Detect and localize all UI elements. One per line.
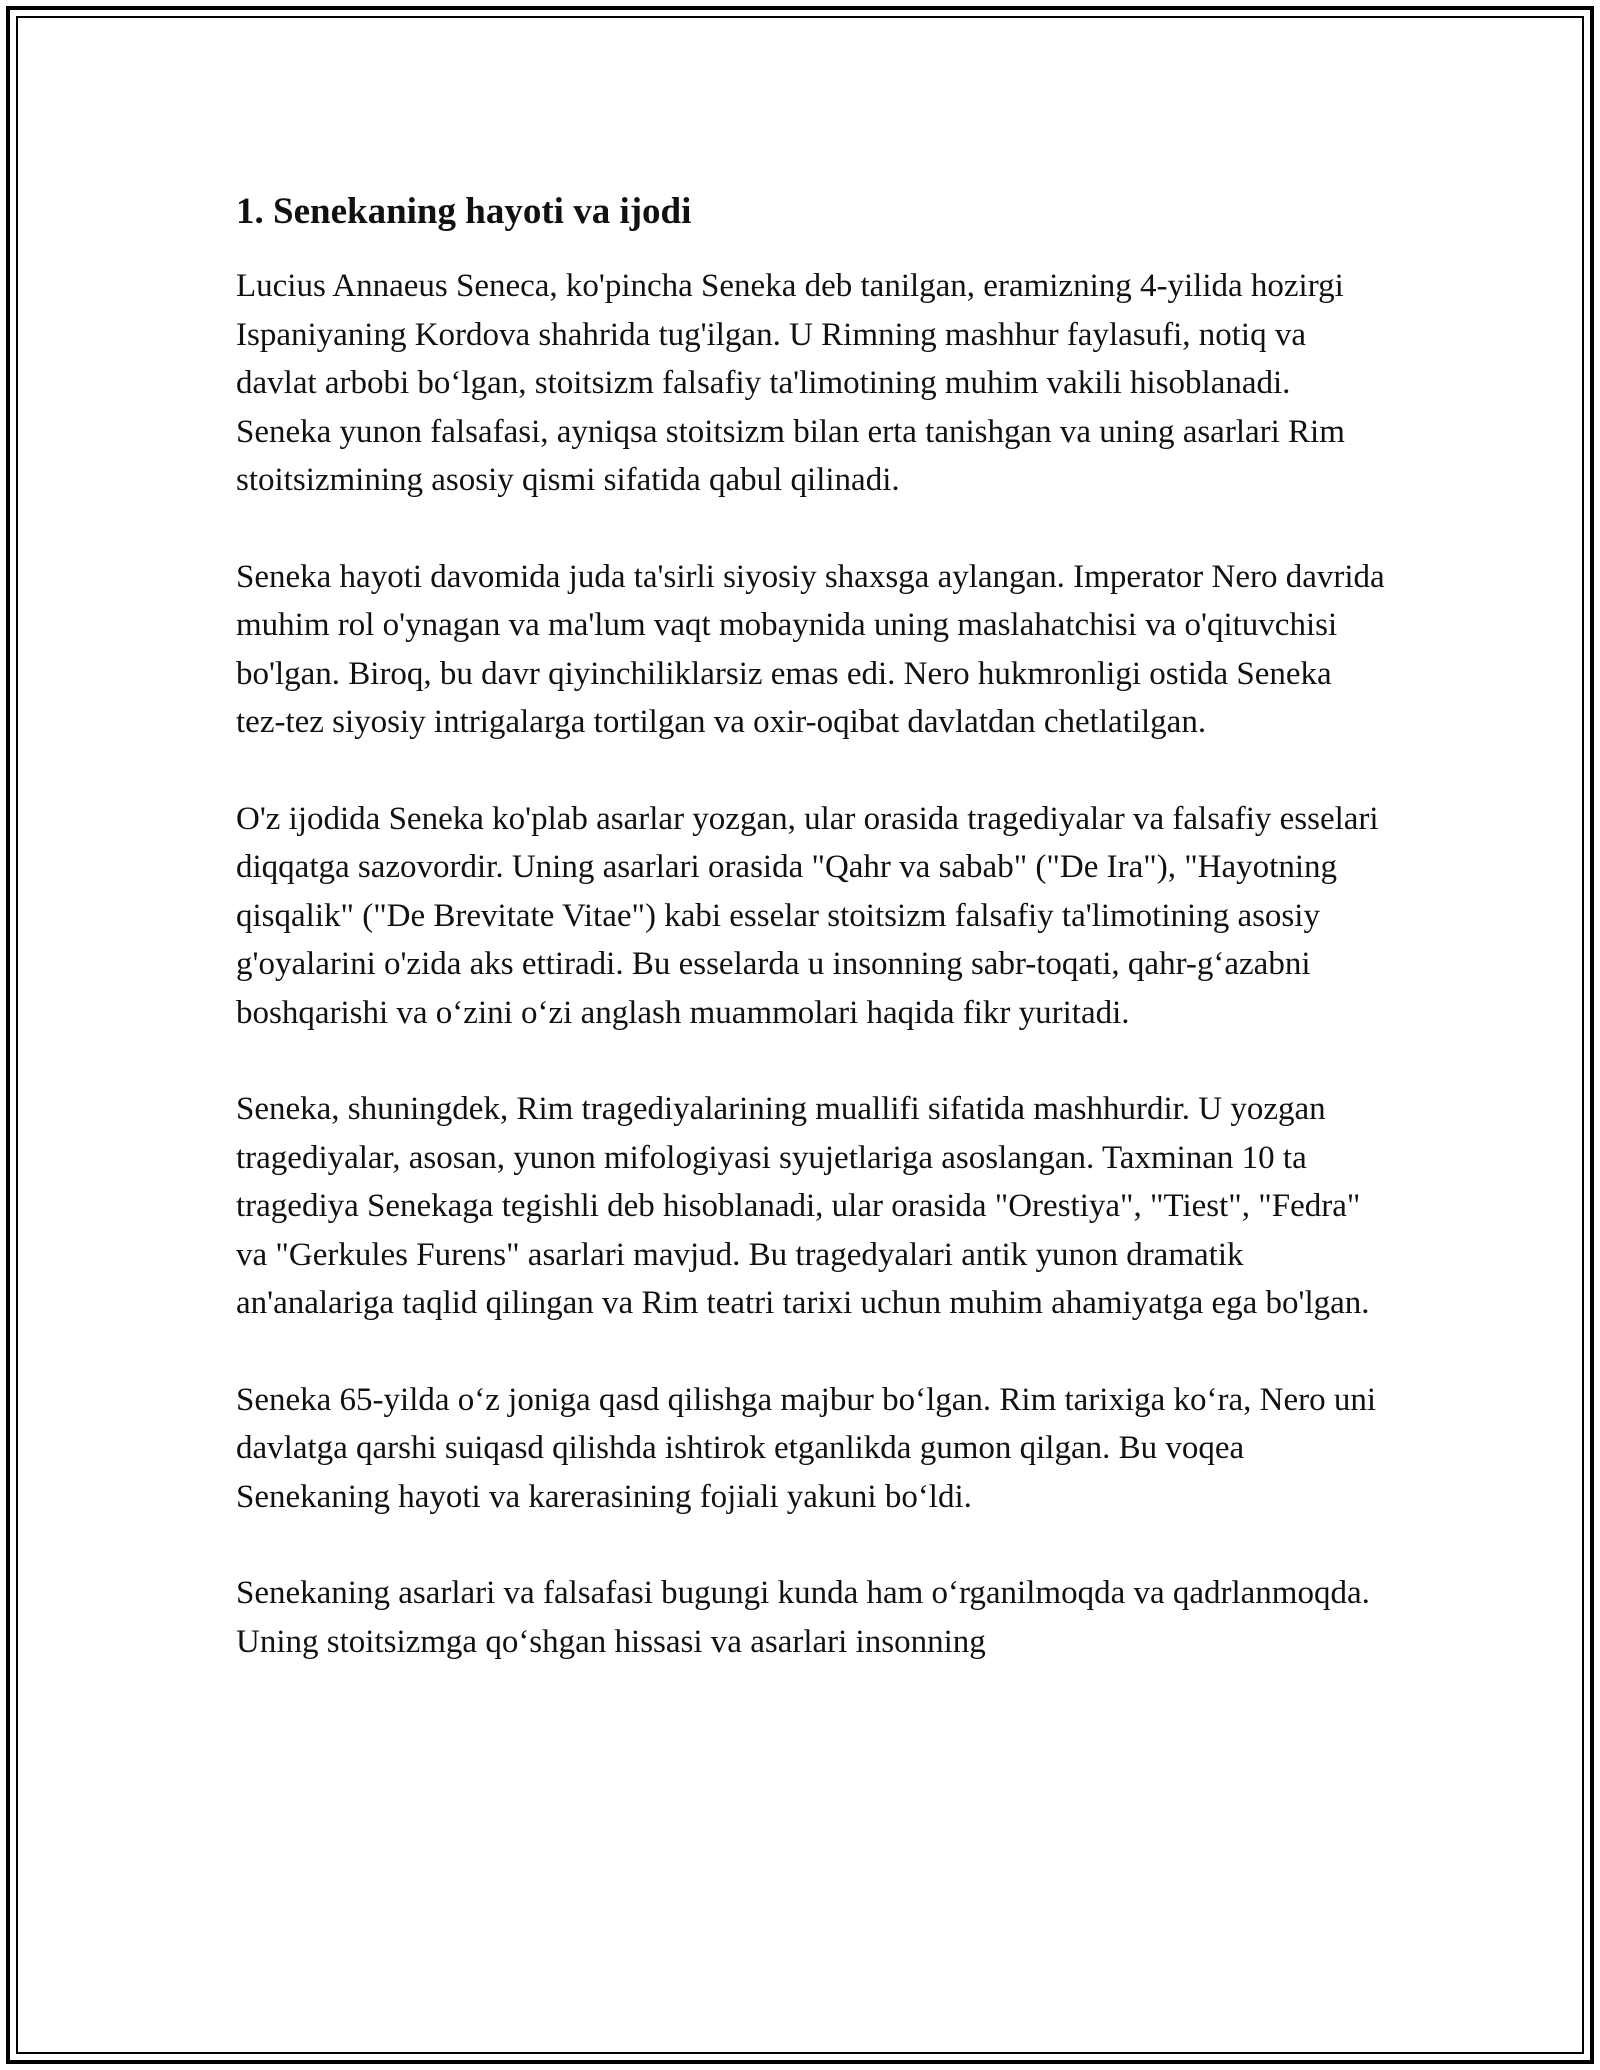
paragraph-legacy: Senekaning asarlari va falsafasi bugungi kunda ham o‘rganilmoqda va qadrlanmoqda. Uning stoitsizmga qo‘shgan hissasi va asarlari insonning (236, 1575, 1370, 1660)
section-title: 1. Senekaning hayoti va ijodi (236, 191, 692, 232)
paragraph-tragedies: Seneka, shuningdek, Rim tragediyalarining muallifi sifatida mashhurdir. U yozgan tragediyalar, asosan, yunon mifologiyasi syujetlariga asoslangan. Taxminan 10 ta tragediya Senekaga tegishli deb hisoblanadi, ular orasida "Orestiya", "Tiest", "Fedra" va "Gerkules Furens" asarlari mavjud. Bu tragedyalari antik yunon dramatik an'analariga taqlid qilingan va Rim teatri tarixi uchun muhim ahamiyatga ega bo'lgan. (236, 1091, 1370, 1321)
paragraph-death: Seneka 65-yilda o‘z joniga qasd qilishga majbur bo‘lgan. Rim tarixiga ko‘ra, Nero uni davlatga qarshi suiqasd qilishda ishtirok etganlikda gumon qilgan. Bu voqea Senekaning hayoti va karerasining fojiali yakuni bo‘ldi. (236, 1381, 1377, 1515)
paragraph-early-life: Lucius Annaeus Seneca, ko'pincha Seneka deb tanilgan, eramizning 4-yilida hozirgi Ispaniyaning Kordova shahrida tug'ilgan. U Rimning mashhur faylasufi, notiq va davlat arbobi bo‘lgan, stoitsizm falsafiy ta'limotining muhim vakili hisoblanadi. Seneka yunon falsafasi, ayniqsa stoitsizm bilan erta tanishgan va uning asarlari Rim stoitsizmining asosiy qismi sifatida qabul qilinadi. (236, 268, 1345, 498)
paragraph-political-career: Seneka hayoti davomida juda ta'sirli siyosiy shaxsga aylangan. Imperator Nero davrida muhim rol o'ynagan va ma'lum vaqt mobaynida uning maslahatchisi va o'qituvchisi bo'lgan. Biroq, bu davr qiyinchiliklarsiz emas edi. Nero hukmronligi ostida Seneka tez-tez siyosiy intrigalarga tortilgan va oxir-oqibat davlatdan chetlatilgan. (236, 558, 1385, 740)
paragraph-philosophical-works: O'z ijodida Seneka ko'plab asarlar yozgan, ular orasida tragediyalar va falsafiy esselari diqqatga sazovordir. Uning asarlari orasida "Qahr va sabab" ("De Ira"), "Hayotning qisqalik" ("De Brevitate Vitae") kabi esselar stoitsizm falsafiy ta'limotining asosiy g'oyalarini o'zida aks ettiradi. Bu esselarda u insonning sabr-toqati, qahr-g‘azabni boshqarishi va o‘zini o‘zi anglash muammolari haqida fikr yuritadi. (236, 800, 1379, 1031)
document-body (236, 190, 1386, 1714)
